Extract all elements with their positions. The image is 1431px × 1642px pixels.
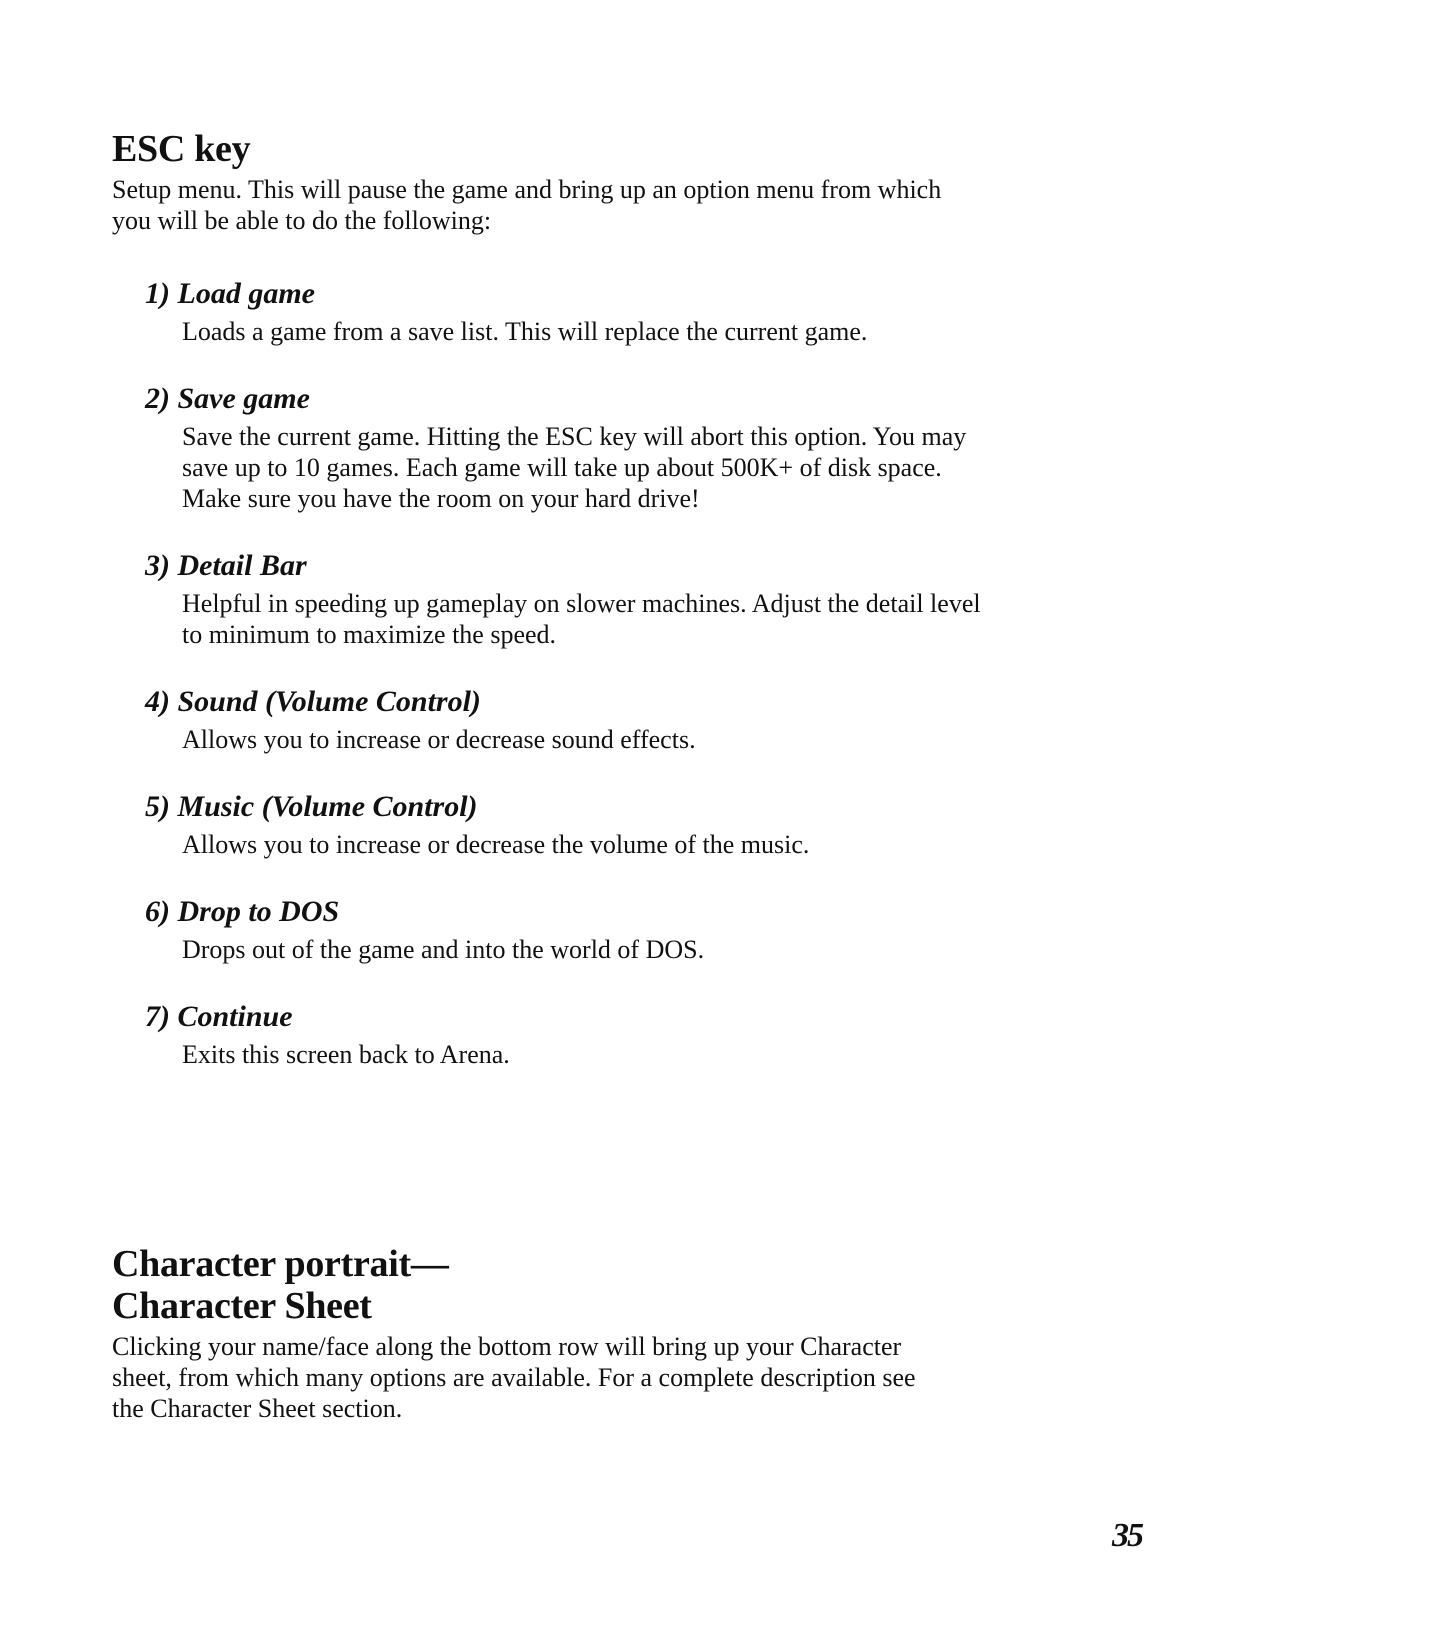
esc-key-heading: ESC key	[112, 128, 251, 170]
character-portrait-section	[112, 1243, 972, 1424]
heading-line-1: Character portrait—	[112, 1243, 449, 1285]
heading-line-2: Character Sheet	[112, 1285, 372, 1327]
option-title: 6) Drop to DOS	[145, 895, 340, 928]
option-title: 2) Save game	[145, 382, 310, 415]
option-sound	[145, 684, 972, 755]
option-title: 5) Music (Volume Control)	[145, 790, 478, 823]
esc-key-section	[112, 128, 981, 1104]
option-description: Save the current game. Hitting the ESC key will abort this option. You may save up to 10 games. Each game will take up about 500K+ of disk space. Make sure you have the room on your hard drive!	[182, 422, 967, 513]
option-title: 3) Detail Bar	[145, 549, 307, 582]
option-description: Allows you to increase or decrease sound effects.	[182, 725, 696, 754]
option-continue	[145, 999, 972, 1070]
option-list	[112, 276, 981, 1070]
option-description: Drops out of the game and into the world of DOS.	[182, 935, 705, 964]
character-portrait-heading	[112, 1243, 972, 1327]
option-description: Exits this screen back to Arena.	[182, 1040, 510, 1069]
character-portrait-description: Clicking your name/face along the bottom row will bring up your Character sheet, from which many options are available. For a complete description see the Character Sheet section.	[112, 1332, 916, 1423]
option-title: 7) Continue	[145, 1000, 293, 1033]
option-description: Helpful in speeding up gameplay on slower machines. Adjust the detail level to minimum to maximize the speed.	[182, 589, 981, 649]
option-music	[145, 789, 972, 860]
option-load-game	[145, 276, 972, 347]
option-title: 4) Sound (Volume Control)	[145, 685, 481, 718]
option-description: Loads a game from a save list. This will replace the current game.	[182, 317, 868, 346]
option-save-game	[145, 381, 972, 514]
option-title: 1) Load game	[145, 277, 315, 310]
esc-key-description: Setup menu. This will pause the game and bring up an option menu from which you will be able to do the following:	[112, 175, 942, 235]
option-drop-to-dos	[145, 894, 972, 965]
page-number: 35	[1112, 1517, 1142, 1554]
option-description: Allows you to increase or decrease the volume of the music.	[182, 830, 810, 859]
option-detail-bar	[145, 548, 981, 650]
